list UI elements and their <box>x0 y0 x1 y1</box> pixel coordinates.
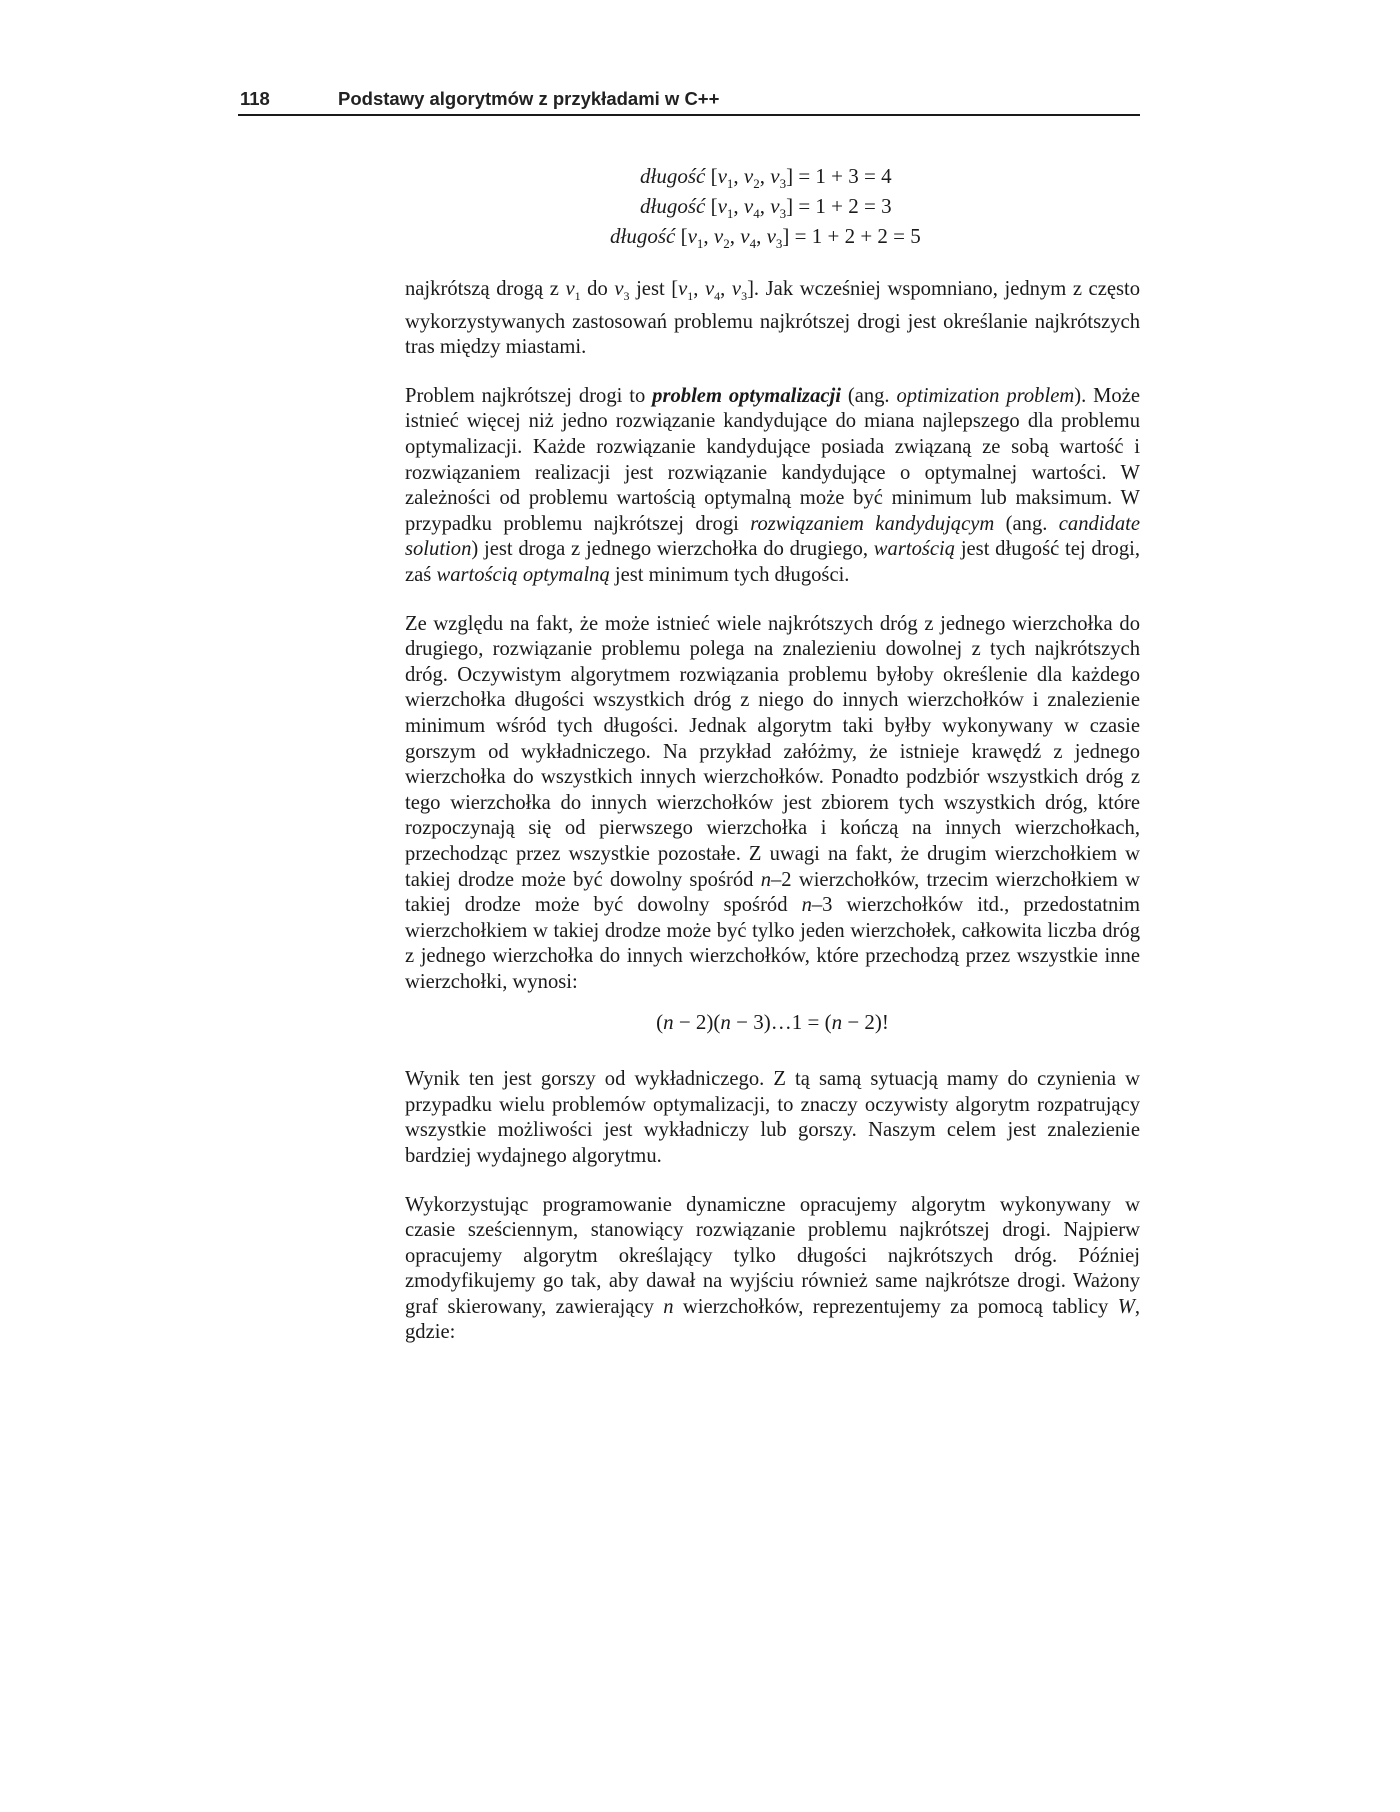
vertex-symbol: v <box>740 224 750 248</box>
vertex-index: 4 <box>749 236 757 252</box>
vertex-symbol: v <box>743 194 754 218</box>
vertex-index: 1 <box>726 206 734 222</box>
vertex-index: 3 <box>779 206 787 222</box>
paragraph-worse-than-exponential: Wynik ten jest gorszy od wykładniczego. Z tą samą sytuacją mamy do czynienia w przypadku wielu problemów optymalizacji, to znaczy oczywisty algorytm rozpatrujący wszystkie możliwości jest wykładniczy lub gorszy. Naszym celem jest znalezienie bardziej wydajnego algorytmu. <box>405 1068 1140 1167</box>
paragraph-brute-force: Ze względu na fakt, że może istnieć wiele najkrótszych dróg z jednego wierzchołka do drugiego, rozwiązanie problemu polega na znalezieniu dowolnej z tych najkrótszych dróg. Oczywistym algorytmem rozwiązania problemu byłoby określenie dla każdego wierzchołka długości wszystkich dróg z niego do innych wierzchołków i znalezienie minimum wśród tych długości. Jednak algorytm taki byłby wykonywany w czasie gorszym od wykładniczego. Na przykład załóżmy, że istnieje krawędź z jednego wierzchołka do wszystkich innych wierzchołków. Ponadto podzbiór wszystkich dróg z tego wierzchołka do innych wierzchołków jest zbiorem tych wszystkich dróg, które rozpoczynają się od pierwszego wierzchołka i kończą na innych wierzchołkach, przechodząc przez wszystkie pozostałe. Z uwagi na fakt, że drugim wierzchołkiem w takiej drodze może być dowolny spośród n–2 wierzchołków, trzecim wierzchołkiem w takiej drodze może być dowolny spośród n–3 wierzchołków itd., przedostatnim wierzchołkiem w takiej drodze może być tylko jeden wierzchołek, całkowita liczba dróg z jednego wierzchołka do innych wierzchołków, które przechodzą przez wszystkie inne wierzchołki, wynosi: <box>405 612 1140 993</box>
vertex-index: 2 <box>753 176 760 192</box>
vertex-index: 4 <box>753 206 760 222</box>
vertex-symbol: v <box>713 224 724 248</box>
vertex-index: 1 <box>696 236 704 252</box>
equation-path-1-4-3: długość [$v_1$, $v_4$, $v_3] = 1 + 2 = 3$ <box>640 194 892 222</box>
vertex-index: 2 <box>723 236 730 252</box>
equation-path-1-2-3: długość [$v_1$, $v_2$, $v_3] = 1 + 3 = 4$ <box>640 164 892 192</box>
body-text <box>405 277 1140 1346</box>
equation-lhs: długość <box>640 194 706 218</box>
vertex-index: 1 <box>726 176 734 192</box>
equation-lhs: długość <box>640 164 706 188</box>
equation-rhs: = 1 + 3 = 4 <box>798 164 892 188</box>
vertex-index: 3 <box>775 236 783 252</box>
paragraph-optimization-problem: Problem najkrótszej drogi to problem optymalizacji (ang. optimization problem). Może istnieć więcej niż jedno rozwiązanie kandydujące do miana najlepszego dla problemu optymalizacji. Każde rozwiązanie kandydujące posiada związaną ze sobą wartość i rozwiązaniem realizacji jest rozwiązanie kandydujące o optymalnej wartości. W zależności od problemu wartością optymalną może być minimum lub maksimum. W przypadku problemu najkrótszej drogi rozwiązaniem kandydującym (ang. candidate solution) jest droga z jednego wierzchołka do drugiego, wartością jest długość tej drogi, zaś wartością optymalną jest minimum tych długości. <box>405 384 1140 587</box>
vertex-symbol: v <box>770 194 780 218</box>
page-number: 118 <box>240 88 270 109</box>
vertex-symbol: v <box>766 224 776 248</box>
vertex-symbol: v <box>743 164 754 188</box>
vertex-symbol: v <box>717 164 727 188</box>
equation-rhs: = 1 + 2 = 3 <box>798 194 892 218</box>
paragraph-shortest-path-result: najkrótszą drogą z $v_1$ do $v_3$ jest [$v_1$, $v_4$, $v_3$]. Jak wcześniej wspomniano, jednym z często wykorzystywanych zastosowań problemu najkrótszej drogi jest określanie najkrótszych tras między miastami. <box>405 278 1141 359</box>
equation-path-1-2-4-3: długość [$v_1$, $v_2$, $v_4$, $v_3] = 1 + 2 + 2 = 5$ <box>610 224 921 252</box>
vertex-symbol: v <box>687 224 697 248</box>
factorial-formula: (n − 2)(n − 3)…1 = (n − 2)! <box>656 1009 889 1034</box>
running-title: Podstawy algorytmów z przykładami w C++ <box>338 88 720 109</box>
vertex-symbol: v <box>770 164 780 188</box>
page-header <box>238 88 1140 116</box>
vertex-symbol: v <box>717 194 727 218</box>
equation-lhs: długość <box>610 224 676 248</box>
vertex-index: 3 <box>779 176 787 192</box>
paragraph-dynamic-programming: Wykorzystując programowanie dynamiczne opracujemy algorytm wykonywany w czasie sześciennym, stanowiący rozwiązanie problemu najkrótszej drogi. Najpierw opracujemy algorytm określający tylko długości najkrótszych dróg. Później zmodyfikujemy go tak, aby dawał na wyjściu również same najkrótsze drogi. Ważony graf skierowany, zawierający n wierzchołków, reprezentujemy za pomocą tablicy W, gdzie: <box>405 1193 1140 1344</box>
equation-rhs: = 1 + 2 + 2 = 5 <box>794 224 921 248</box>
